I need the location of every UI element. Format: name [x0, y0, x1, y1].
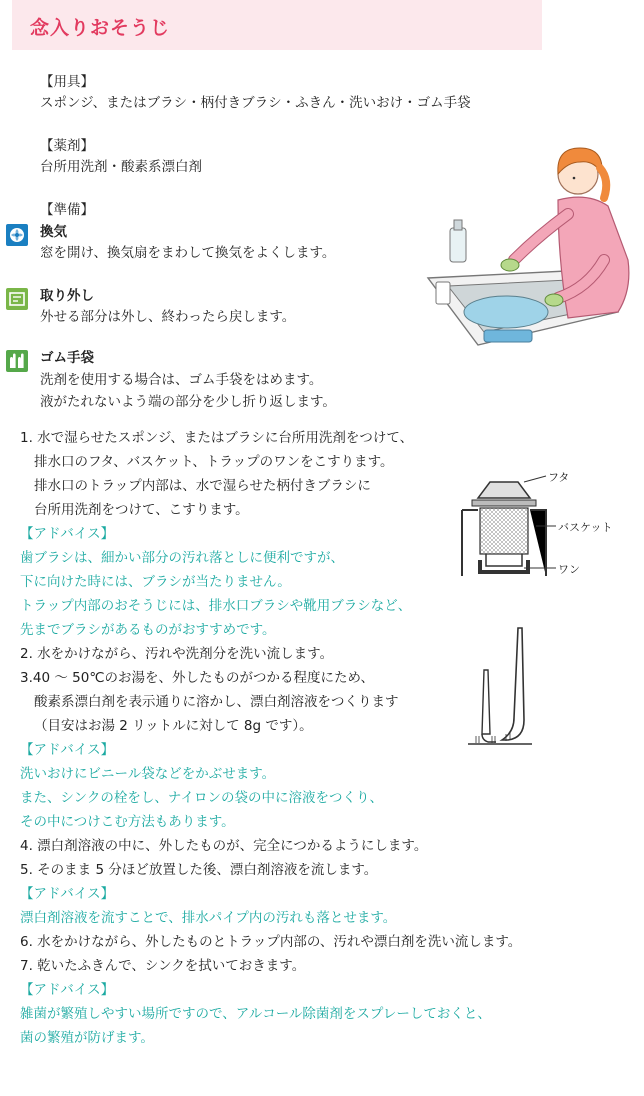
- advice-4-line-2: 菌の繁殖が防げます。: [20, 1030, 154, 1046]
- step-1-line-1: 1. 水で湿らせたスポンジ、またはブラシに台所用洗剤をつけて、: [20, 430, 414, 446]
- chemicals-heading: 【薬剤】: [40, 138, 94, 154]
- prep-ventilation-title: 換気: [40, 224, 67, 240]
- prep-removal-text: 外せる部分は外し、終わったら戻します。: [40, 309, 296, 325]
- step-3-line-3: （目安はお湯 2 リットルに対して 8g です）。: [34, 718, 313, 734]
- step-5: 5. そのまま 5 分ほど放置した後、漂白剤溶液を流します。: [20, 862, 378, 878]
- advice-1-line-3: トラップ内部のおそうじには、排水口ブラシや靴用ブラシなど、: [20, 598, 412, 614]
- advice-label-3: 【アドバイス】: [20, 886, 115, 902]
- chemicals-text: 台所用洗剤・酸素系漂白剤: [40, 159, 202, 175]
- step-2: 2. 水をかけながら、汚れや洗剤分を洗い流します。: [20, 646, 334, 662]
- step-1-line-3: 排水口のトラップ内部は、水で湿らせた柄付きブラシに: [34, 478, 371, 494]
- brush-illustration: [462, 624, 538, 748]
- step-3-line-1: 3.40 ～ 50℃のお湯を、外したものがつかる程度にため、: [20, 670, 374, 686]
- tools-text: スポンジ、またはブラシ・柄付きブラシ・ふきん・洗いおけ・ゴム手袋: [40, 95, 471, 111]
- prep-gloves-title: ゴム手袋: [40, 350, 94, 366]
- page-title: 念入りおそうじ: [30, 17, 171, 39]
- prep-gloves-text-1: 洗剤を使用する場合は、ゴム手袋をはめます。: [40, 372, 323, 388]
- step-3-line-2: 酸素系漂白剤を表示通りに溶かし、漂白剤溶液をつくります: [34, 694, 399, 710]
- advice-1-line-2: 下に向けた時には、ブラシが当たりません。: [20, 574, 291, 590]
- prep-gloves-text-2: 液がたれないよう端の部分を少し折り返します。: [40, 394, 336, 410]
- advice-3-line-1: 漂白剤溶液を流すことで、排水パイプ内の汚れも落とせます。: [20, 910, 397, 926]
- step-7: 7. 乾いたふきんで、シンクを拭いておきます。: [20, 958, 306, 974]
- advice-1-line-1: 歯ブラシは、細かい部分の汚れ落としに便利ですが、: [20, 550, 344, 566]
- tools-heading: 【用具】: [40, 74, 94, 90]
- diagram-label-basket: バスケット: [558, 521, 613, 534]
- fan-icon: [6, 224, 28, 246]
- rubber-gloves-icon: [6, 350, 28, 372]
- advice-2-line-3: その中につけこむ方法もあります。: [20, 814, 235, 830]
- remove-parts-icon: [6, 288, 28, 310]
- step-4: 4. 漂白剤溶液の中に、外したものが、完全につかるようにします。: [20, 838, 428, 854]
- advice-1-line-4: 先までブラシがあるものがおすすめです。: [20, 622, 276, 638]
- step-1-line-2: 排水口のフタ、バスケット、トラップのワンをこすります。: [34, 454, 394, 470]
- prep-removal-title: 取り外し: [40, 288, 94, 304]
- step-6: 6. 水をかけながら、外したものとトラップ内部の、汚れや漂白剤を洗い流します。: [20, 934, 522, 950]
- prep-ventilation-text: 窓を開け、換気扇をまわして換気をよくします。: [40, 245, 336, 261]
- advice-label-2: 【アドバイス】: [20, 742, 115, 758]
- step-1-line-4: 台所用洗剤をつけて、こすります。: [34, 502, 249, 518]
- advice-4-line-1: 雑菌が繁殖しやすい場所ですので、アルコール除菌剤をスプレーしておくと、: [20, 1006, 491, 1022]
- advice-2-line-2: また、シンクの栓をし、ナイロンの袋の中に溶液をつくり、: [20, 790, 383, 806]
- woman-washing-illustration: [418, 140, 640, 352]
- prep-heading: 【準備】: [40, 202, 94, 218]
- advice-label-1: 【アドバイス】: [20, 526, 115, 542]
- advice-label-4: 【アドバイス】: [20, 982, 115, 998]
- advice-2-line-1: 洗いおけにビニール袋などをかぶせます。: [20, 766, 276, 782]
- diagram-label-lid: フタ: [548, 471, 570, 484]
- diagram-label-cup: ワン: [558, 563, 580, 576]
